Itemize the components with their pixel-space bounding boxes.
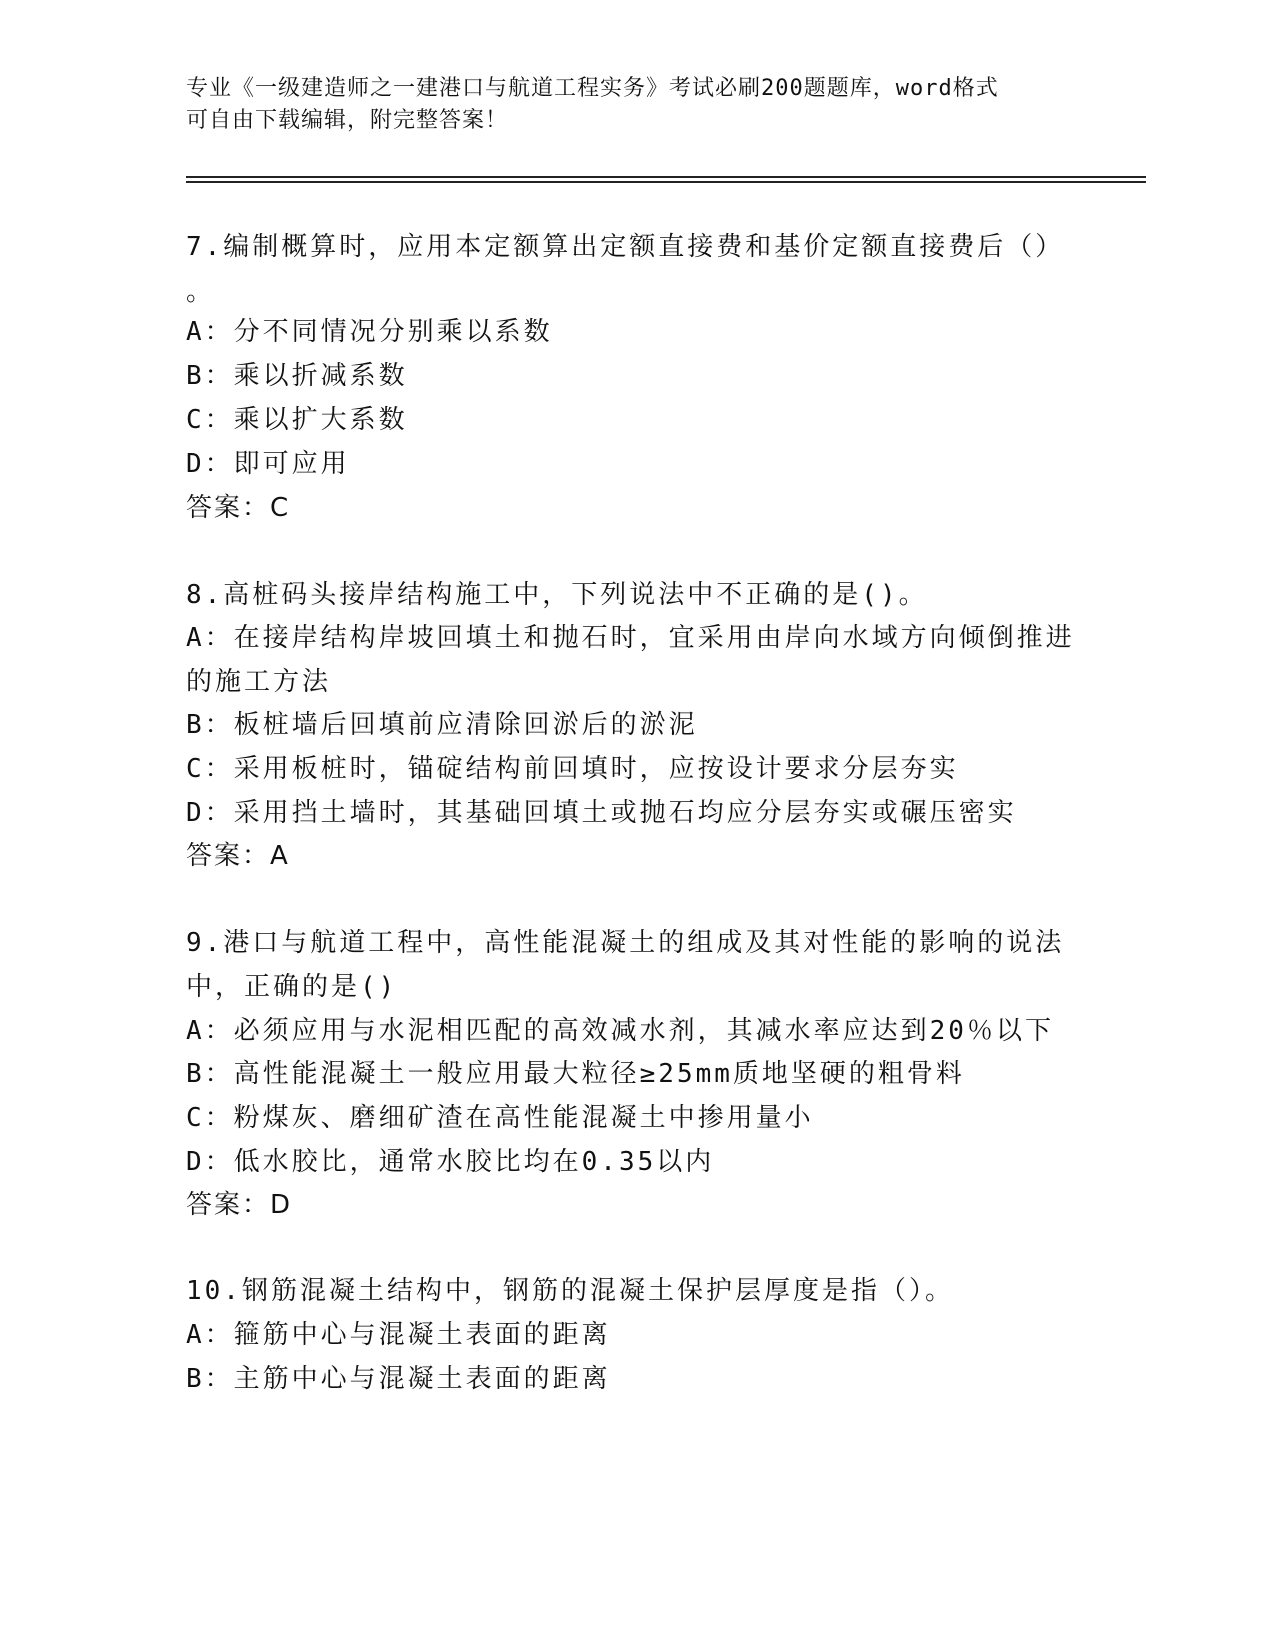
question-8-option-a-continued: 的施工方法 — [186, 667, 332, 697]
document-header — [186, 73, 1066, 137]
question-7-stem-line-2: 。 — [186, 277, 216, 307]
question-7-stem-line-1: 7.编制概算时，应用本定额算出定额直接费和基价定额直接费后（） — [186, 232, 1065, 262]
question-7-option-c: C：乘以扩大系数 — [186, 405, 408, 435]
header-title-line-2: 可自由下载编辑，附完整答案！ — [186, 108, 509, 133]
question-9-option-b: B：高性能混凝土一般应用最大粒径≥25mm质地坚硬的粗骨料 — [186, 1059, 965, 1089]
question-10-stem-line-1: 10.钢筋混凝土结构中，钢筋的混凝土保护层厚度是指（）。 — [186, 1276, 954, 1306]
question-9-answer: 答案：D — [186, 1190, 293, 1220]
question-8-answer: 答案：A — [186, 841, 290, 871]
header-divider-bottom — [186, 181, 1146, 183]
question-9-option-a: A：必须应用与水泥相匹配的高效减水剂，其减水率应达到20％以下 — [186, 1016, 1054, 1046]
question-8-option-a: A：在接岸结构岸坡回填土和抛石时，宜采用由岸向水域方向倾倒推进 — [186, 623, 1075, 653]
question-7-answer: 答案：C — [186, 493, 291, 523]
question-10-option-a: A：箍筋中心与混凝土表面的距离 — [186, 1320, 611, 1350]
question-9-option-c: C：粉煤灰、磨细矿渣在高性能混凝土中掺用量小 — [186, 1103, 814, 1133]
question-9-stem-line-2: 中，正确的是() — [186, 972, 398, 1002]
question-7-option-a: A：分不同情况分别乘以系数 — [186, 317, 553, 347]
question-8-option-b: B：板桩墙后回填前应清除回淤后的淤泥 — [186, 710, 698, 740]
question-9-option-d: D：低水胶比，通常水胶比均在0.35以内 — [186, 1147, 715, 1177]
question-7-option-b: B：乘以折减系数 — [186, 361, 408, 391]
question-9-stem-line-1: 9.港口与航道工程中，高性能混凝土的组成及其对性能的影响的说法 — [186, 928, 1065, 958]
question-7-option-d: D：即可应用 — [186, 449, 350, 479]
question-10-option-b: B：主筋中心与混凝土表面的距离 — [186, 1364, 611, 1394]
header-divider-top — [186, 176, 1146, 178]
question-8-option-d: D：采用挡土墙时，其基础回填土或抛石均应分层夯实或碾压密实 — [186, 798, 1017, 828]
question-8-stem-line-1: 8.高桩码头接岸结构施工中，下列说法中不正确的是()。 — [186, 580, 928, 610]
header-title-line-1: 专业《一级建造师之一建港口与航道工程实务》考试必刷200题题库，word格式 — [186, 76, 999, 101]
question-8-option-c: C：采用板桩时，锚碇结构前回填时，应按设计要求分层夯实 — [186, 754, 959, 784]
